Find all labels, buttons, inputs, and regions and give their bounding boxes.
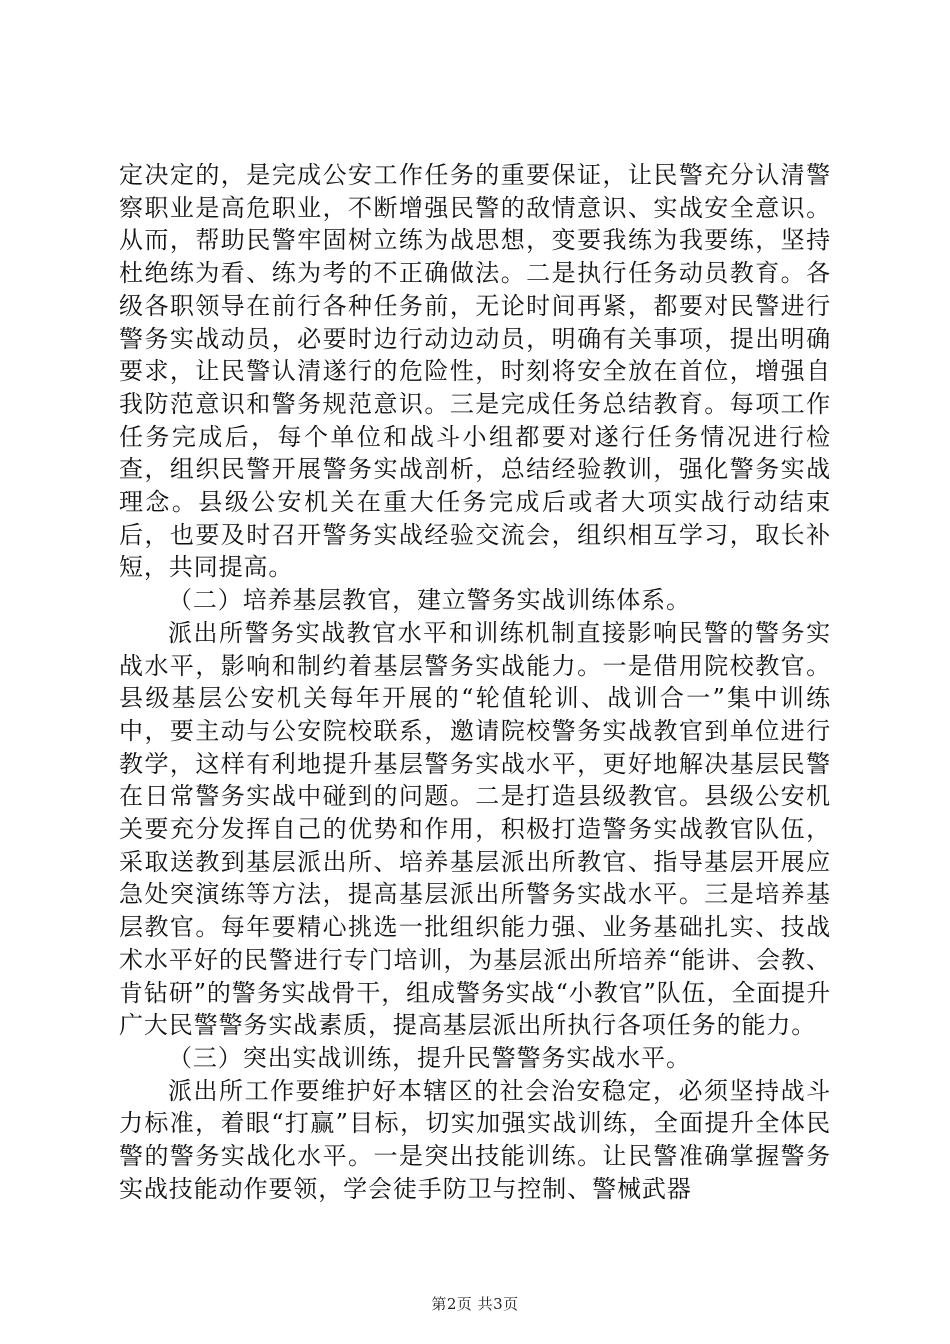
page-number-footer: 第2页 共3页	[431, 1295, 519, 1313]
paragraph-training: 派出所工作要维护好本辖区的社会治安稳定，必须坚持战斗力标准，着眼“打赢”目标，切实加强实战训练，全面提升全体民警的警务实战化水平。一是突出技能训练。让民警准确掌握警务实战技能动作要领，学会徒手防卫与控制、警械武器	[119, 1076, 831, 1203]
paragraph-continuation: 定决定的，是完成公安工作任务的重要保证，让民警充分认清警察职业是高危职业，不断增强民警的敌情意识、实战安全意识。从而，帮助民警牢固树立练为战思想，变要我练为我要练，坚持杜绝练为看、练为考的不正确做法。二是执行任务动员教育。各级各职领导在前行各种任务前，无论时间再紧，都要对民警进行警务实战动员，必要时边行动边动员，明确有关事项，提出明确要求，让民警认清遂行的危险性，时刻将安全放在首位，增强自我防范意识和警务规范意识。三是完成任务总结教育。每项工作任务完成后，每个单位和战斗小组都要对遂行任务情况进行检查，组织民警开展警务实战剖析，总结经验教训，强化警务实战理念。县级公安机关在重大任务完成后或者大项实战行动结束后，也要及时召开警务实战经验交流会，组织相互学习，取长补短，共同提高。	[119, 161, 831, 582]
document-body	[119, 159, 831, 1206]
section-heading-3: （三）突出实战训练，提升民警警务实战水平。	[168, 1043, 691, 1072]
section-heading-2: （二）培养基层教官，建立警务实战训练体系。	[168, 586, 691, 615]
paragraph-instructors: 派出所警务实战教官水平和训练机制直接影响民警的警务实战水平，影响和制约着基层警务实战能力。一是借用院校教官。县级基层公安机关每年开展的“轮值轮训、战训合一”集中训练中，要主动与公安院校联系，邀请院校警务实战教官到单位进行教学，这样有利地提升基层警务实战水平，更好地解决基层民警在日常警务实战中碰到的问题。二是打造县级教官。县级公安机关要充分发挥自己的优势和作用，积极打造警务实战教官队伍，采取送教到基层派出所、培养基层派出所教官、指导基层开展应急处突演练等方法，提高基层派出所警务实战水平。三是培养基层教官。每年要精心挑选一批组织能力强、业务基础扎实、技战术水平好的民警进行专门培训，为基层派出所培养“能讲、会教、肯钻研”的警务实战骨干，组成警务实战“小教官”队伍，全面提升广大民警警务实战素质，提高基层派出所执行各项任务的能力。	[119, 618, 831, 1040]
